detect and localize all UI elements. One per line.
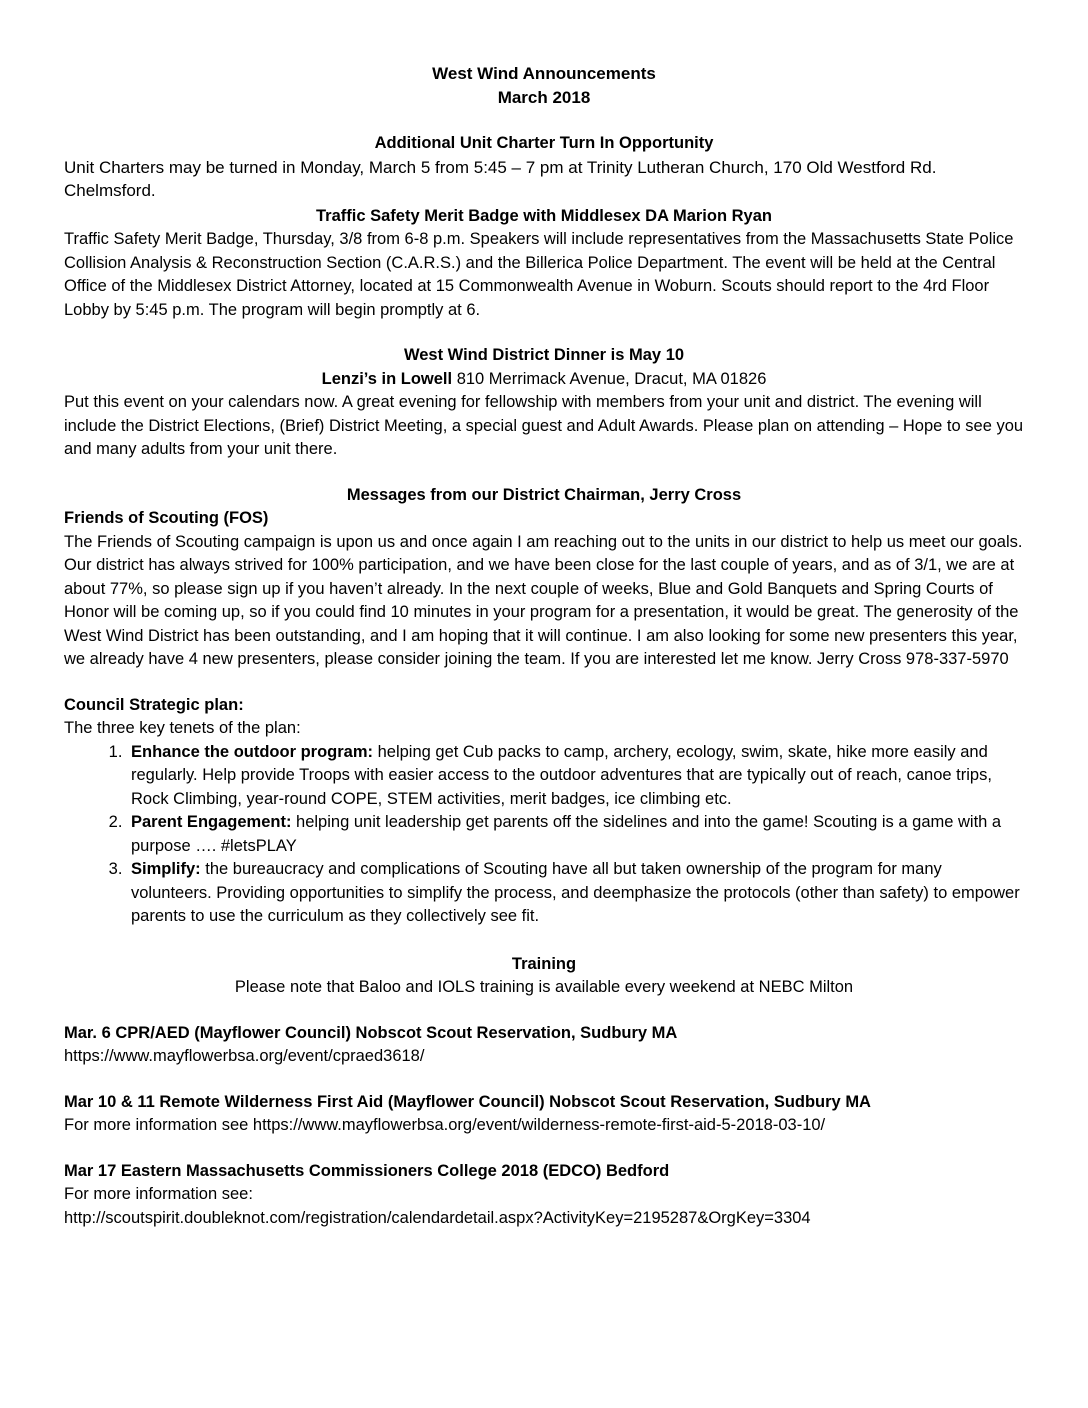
strategic-plan-title: Council Strategic plan: — [64, 695, 244, 714]
strategic-plan-list — [64, 741, 1024, 929]
list-item: 1. Enhance the outdoor program: helping get Cub packs to camp, archery, ecology, swim, skate, hike more easily and regularly. Help provide Troops with easier access to the outdoor adventures that are typically out of reach, canoe trips, Rock Climbing, year-round COPE, STEM activities, merit badges, ice climbing etc. — [127, 741, 1024, 812]
event-link[interactable]: http://scoutspirit.doubleknot.com/registration/calendardetail.aspx?ActivityKey=2195287&OrgKey=3304 — [64, 1208, 811, 1227]
dinner-body: Put this event on your calendars now. A great evening for fellowship with members from your unit and district. The evening will include the District Elections, (Brief) District Meeting, a special guest and Adult Awards. Please plan on attending – Hope to see you and many adults from your unit there. — [64, 393, 1024, 458]
chairman-heading: Messages from our District Chairman, Jerry Cross — [346, 485, 742, 504]
announcement-document — [64, 62, 1024, 1230]
event-title: Mar 17 Eastern Massachusetts Commissioners College 2018 (EDCO) Bedford — [64, 1161, 670, 1180]
dinner-venue-name: Lenzi’s in Lowell — [321, 369, 453, 388]
event-info-prefix: For more information see: — [64, 1185, 253, 1203]
event-title: Mar 10 & 11 Remote Wilderness First Aid (Mayflower Council) Nobscot Scout Reservation, Sudbury MA — [64, 1092, 871, 1111]
event-link[interactable]: https://www.mayflowerbsa.org/event/wilderness-remote-first-aid-5-2018-03-10/ — [252, 1116, 826, 1134]
event-link[interactable]: https://www.mayflowerbsa.org/event/cpraed3618/ — [64, 1047, 425, 1065]
list-item: 2. Parent Engagement: helping unit leadership get parents off the sidelines and into the game! Scouting is a game with a purpose …. #letsPLAY — [127, 811, 1024, 858]
dinner-venue-address: 810 Merrimack Avenue, Dracut, MA 01826 — [452, 369, 767, 388]
dinner-venue — [64, 368, 1024, 392]
document-date: March 2018 — [497, 88, 591, 107]
document-title: West Wind Announcements — [432, 64, 656, 83]
training-note: Please note that Baloo and IOLS training is available every weekend at NEBC Milton — [234, 978, 854, 996]
dinner-heading: West Wind District Dinner is May 10 — [403, 346, 685, 364]
traffic-safety-body: Traffic Safety Merit Badge, Thursday, 3/8 from 6-8 p.m. Speakers will include representatives from the Massachusetts State Police Collision Analysis & Reconstruction Section (C.A.R.S.) and the Billerica Police Department. The event will be held at the Central Office of the Middlesex District Attorney, located at 15 Commonwealth Avenue in Woburn. Scouts should report to the 4rd Floor Lobby by 5:45 p.m. The program will begin promptly at 6. — [64, 230, 1014, 319]
fos-body: The Friends of Scouting campaign is upon us and once again I am reaching out to the units in our district to help us meet our goals. Our district has always strived for 100% participation, and we have been close for the last couple of years, and as of 3/1, we are at about 77%, so please sign up if you haven’t already. In the next couple of weeks, Blue and Gold Banquets and Spring Courts of Honor will be coming up, so if you could find 10 minutes in your program for a presentation, it would be great. The generosity of the West Wind District has been outstanding, and I am hoping that it will continue. I am also looking for some new presenters this year, we already have 4 new presenters, please consider joining the team. If you are interested let me know. Jerry Cross 978-337-5970 — [64, 532, 1023, 668]
event-title: Mar. 6 CPR/AED (Mayflower Council) Nobscot Scout Reservation, Sudbury MA — [64, 1023, 678, 1042]
fos-title: Friends of Scouting (FOS) — [64, 509, 269, 527]
traffic-safety-heading: Traffic Safety Merit Badge with Middlesex DA Marion Ryan — [316, 206, 772, 225]
event-info: For more information see https://www.mayflowerbsa.org/event/wilderness-remote-first-aid-5-2018-03-10/ — [64, 1116, 826, 1134]
charter-body: Unit Charters may be turned in Monday, March 5 from 5:45 – 7 pm at Trinity Lutheran Church, 170 Old Westford Rd. Chelmsford. — [64, 157, 937, 200]
list-item: 3. Simplify: the bureaucracy and complications of Scouting have all but taken ownership of the program for many volunteers. Providing opportunities to simplify the process, and deemphasize the protocols (other than safety) to empower parents to use the curriculum as they collectively see fit. — [127, 858, 1024, 929]
event-info — [64, 1045, 1024, 1069]
charter-heading: Additional Unit Charter Turn In Opportunity — [374, 134, 714, 152]
strategic-plan-intro: The three key tenets of the plan: — [64, 719, 301, 737]
training-heading: Training — [511, 954, 577, 973]
